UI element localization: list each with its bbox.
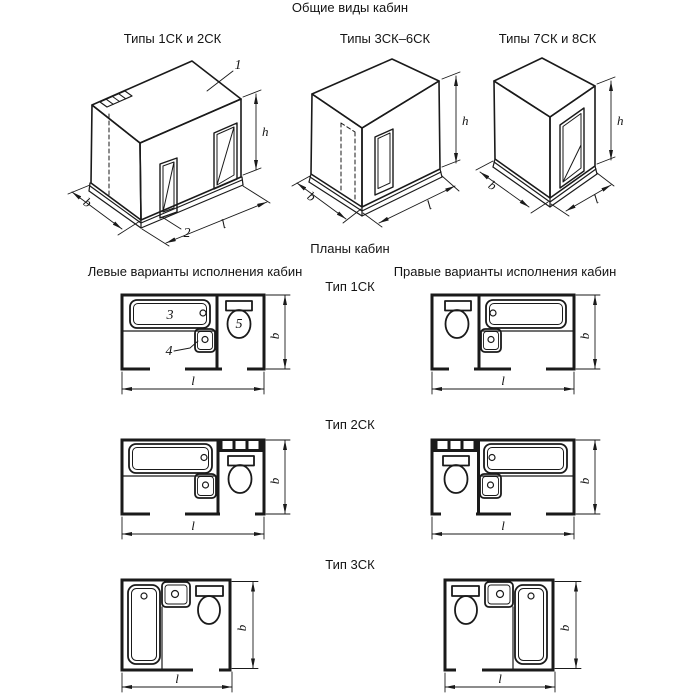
caption-view-3sk-6sk: Типы 3СК–6СК — [339, 31, 431, 46]
walls — [121, 294, 266, 371]
page-title: Общие виды кабин — [291, 0, 409, 15]
type-2sk-label: Тип 2СК — [325, 417, 375, 432]
washbasin-drain-icon — [202, 337, 208, 343]
dimension-h — [442, 72, 469, 167]
caption-view-1sk-2sk: Типы 1СК и 2СК — [123, 31, 222, 46]
general-view-1sk-2sk-drawing — [55, 55, 290, 255]
dimension-l — [122, 671, 232, 692]
bathtub-drain-icon — [489, 455, 495, 461]
dim-h-label: h — [617, 113, 624, 128]
walls — [444, 579, 555, 672]
dimension-h — [597, 77, 624, 164]
washbasin — [195, 474, 216, 498]
plan-2sk-left-drawing — [118, 436, 303, 543]
dim-b-label: b — [577, 332, 592, 340]
bathtub-drain-icon — [201, 455, 207, 461]
toilet — [445, 301, 471, 338]
callout-4-sink — [166, 341, 199, 359]
dim-l-label: l — [424, 197, 434, 213]
washbasin-drain-icon — [488, 482, 494, 488]
bathtub — [484, 444, 567, 473]
left-variants-heading: Левые варианты исполнения кабин — [87, 264, 303, 279]
cabin-box — [494, 58, 595, 198]
dim-b-label: b — [304, 188, 319, 205]
plans-heading: Планы кабин — [310, 241, 390, 256]
dim-h-label: h — [462, 113, 469, 128]
vent-block — [433, 439, 479, 453]
dimension-b — [576, 440, 600, 514]
dimension-l — [432, 372, 574, 394]
washbasin — [481, 329, 501, 352]
dimension-b — [576, 295, 600, 369]
bathtub-drain-icon — [490, 310, 496, 316]
callout-2-text: 2 — [183, 226, 191, 241]
type-1sk-label: Тип 1СК — [325, 279, 375, 294]
washbasin-drain-icon — [497, 591, 504, 598]
dimension-l — [432, 517, 574, 539]
right-variants-heading: Правые варианты исполнения кабин — [393, 264, 617, 279]
dimension-b — [232, 582, 258, 669]
toilet — [443, 456, 469, 493]
caption-view-7sk-8sk: Типы 7СК и 8СК — [498, 31, 597, 46]
dim-b-label: b — [267, 332, 282, 340]
dim-l-label: l — [498, 671, 502, 686]
dim-l-label: l — [501, 518, 505, 533]
callout-1-text: 1 — [234, 58, 242, 73]
dim-l-label: l — [218, 216, 228, 232]
dim-l-label: l — [175, 671, 179, 686]
hidden-door-dashed-lines — [341, 123, 355, 202]
dim-b-label: b — [267, 477, 282, 485]
callout-5-text: 5 — [235, 317, 243, 332]
washbasin-drain-icon — [488, 337, 494, 343]
callout-4-text: 4 — [165, 344, 173, 359]
washbasin-drain-icon — [203, 482, 209, 488]
dim-l-label: l — [191, 518, 195, 533]
dim-b-label: b — [234, 624, 249, 632]
toilet — [228, 456, 254, 493]
dimension-h — [243, 90, 269, 175]
walls — [431, 294, 576, 371]
general-view-3sk-6sk-drawing — [285, 55, 475, 240]
bathtub — [515, 585, 547, 664]
dim-h-label: h — [262, 124, 269, 139]
washbasin — [195, 329, 215, 352]
toilet — [196, 586, 223, 624]
walls — [121, 579, 232, 672]
dimension-b — [266, 295, 290, 369]
toilet — [226, 301, 252, 338]
washbasin-drain-icon — [172, 591, 179, 598]
dim-b-label: b — [557, 624, 572, 632]
toilet — [452, 586, 479, 624]
washbasin — [162, 582, 190, 607]
plan-3sk-right-drawing — [441, 576, 591, 698]
plan-1sk-left-drawing — [118, 291, 303, 398]
dimension-b — [555, 582, 581, 669]
washbasin — [480, 474, 501, 498]
vent-block — [218, 439, 264, 453]
door-opening — [375, 129, 393, 195]
callout-2-base — [162, 217, 191, 241]
plan-2sk-right-drawing — [428, 436, 613, 543]
bathtub-drain-icon — [528, 593, 534, 599]
dim-l-label: l — [590, 191, 601, 207]
dimension-l — [122, 372, 264, 394]
dimension-b — [476, 161, 548, 213]
plan-1sk-right-drawing — [428, 291, 613, 398]
bathtub — [129, 444, 212, 473]
dimension-l — [122, 517, 264, 539]
dim-b-label: b — [577, 477, 592, 485]
dim-l-label: l — [191, 373, 195, 388]
dimension-b — [266, 440, 290, 514]
dim-b-label: b — [485, 177, 500, 194]
bathtub-drain-icon — [141, 593, 147, 599]
plan-3sk-left-drawing — [118, 576, 268, 698]
dim-b-label: b — [80, 194, 95, 211]
dim-l-label: l — [501, 373, 505, 388]
dimension-l — [445, 671, 555, 692]
general-view-7sk-8sk-drawing — [472, 55, 647, 225]
type-3sk-label: Тип 3СК — [325, 557, 375, 572]
bathtub-drain-icon — [200, 310, 206, 316]
washbasin — [485, 582, 513, 607]
bathtub — [128, 585, 160, 664]
bathtub — [486, 300, 566, 328]
callout-3-text: 3 — [166, 308, 174, 323]
bathtub — [130, 300, 210, 328]
